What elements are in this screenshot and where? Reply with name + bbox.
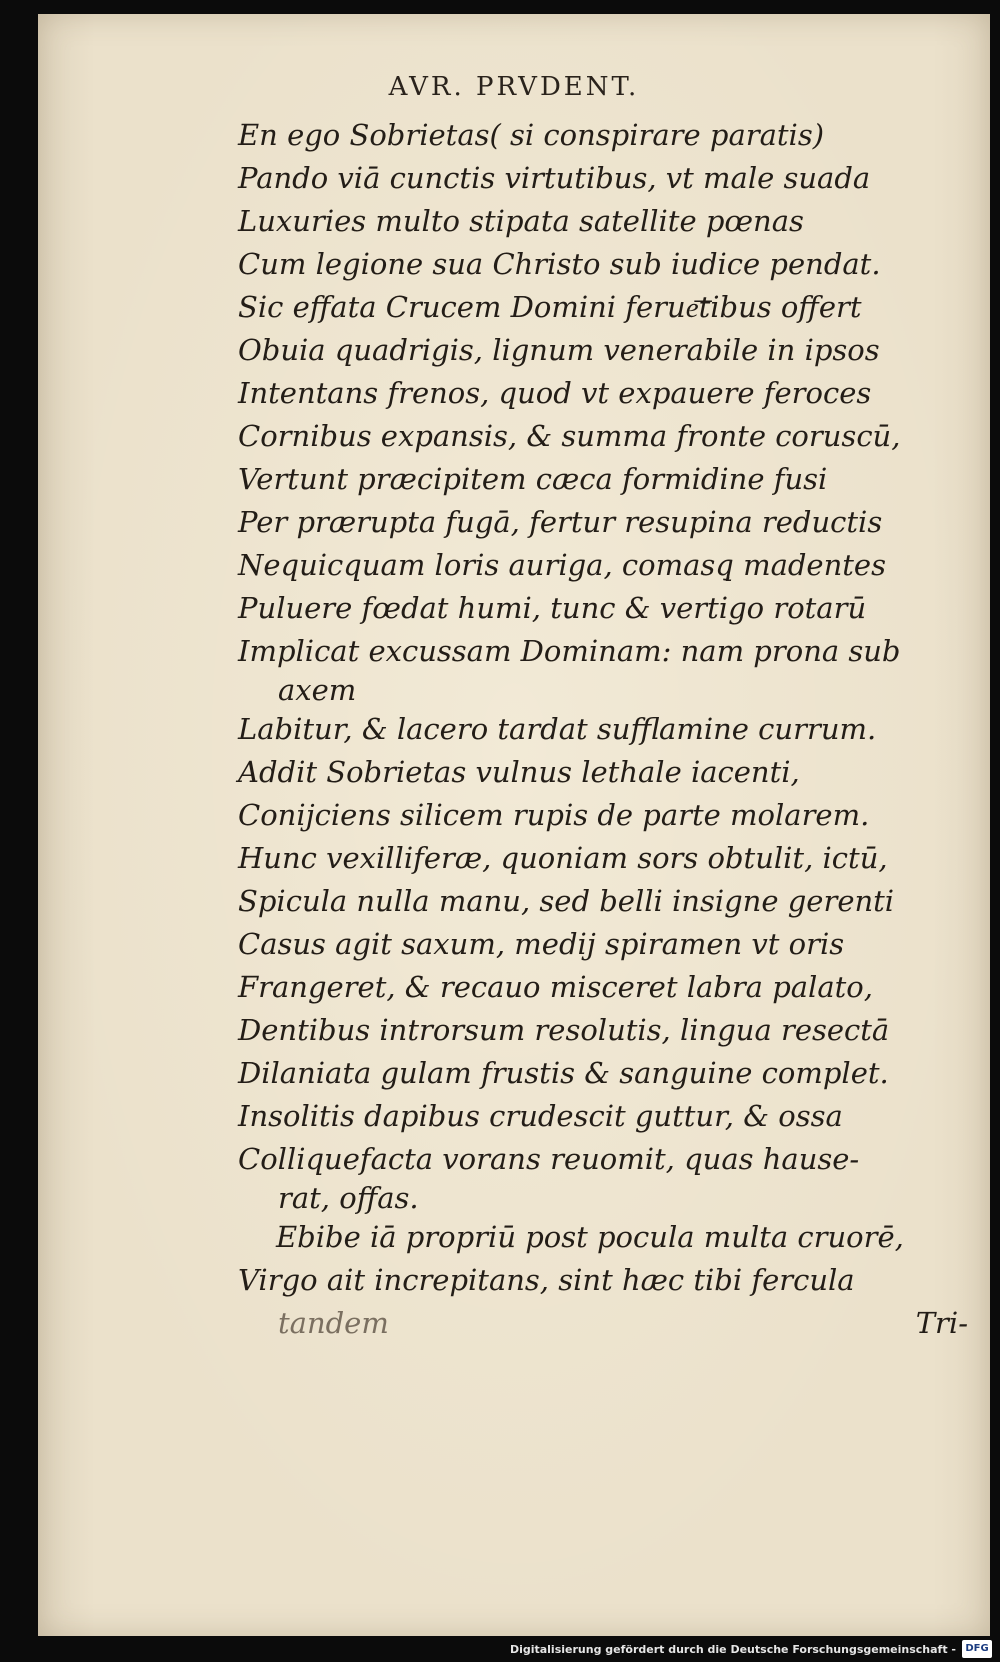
verse-line: En ego Sobrietas( si conspirare paratis) xyxy=(238,118,825,152)
verse-line: Addit Sobrietas vulnus lethale iacenti, xyxy=(238,755,800,789)
verse-line: Spicula nulla manu, sed belli insigne gerenti xyxy=(238,884,895,918)
catchword: Tri- xyxy=(915,1306,968,1340)
verse-line: Luxuries multo stipata satellite pœnas xyxy=(238,204,804,238)
verse-line: Pando viā cunctis virtutibus, vt male suada xyxy=(238,161,871,195)
verse-line: Colliquefacta vorans reuomit, quas hause- xyxy=(238,1142,860,1176)
verse-line-continuation: rat, offas. xyxy=(278,1181,419,1215)
verse-line: Dilaniata gulam frustis & sanguine complet. xyxy=(238,1056,889,1090)
verse-line: Intentans frenos, quod vt expauere feroces xyxy=(238,376,872,410)
verse-line-continuation: axem xyxy=(278,673,357,707)
verse-line: Cornibus expansis, & summa fronte coruscū, xyxy=(238,419,901,453)
verse-line: Conijciens silicem rupis de parte molarem. xyxy=(238,798,870,832)
verse-line: Nequicquam loris auriga, comasq̧ madentes xyxy=(238,548,886,582)
verse-line: Hunc vexilliferæ, quoniam sors obtulit, ictū, xyxy=(238,841,888,875)
verse-line: Sic effata Crucem Domini ferue͞tibus offert xyxy=(238,290,862,324)
last-line-fragment: tandem xyxy=(278,1306,389,1340)
verse-text-block xyxy=(238,114,998,1345)
catchword-row xyxy=(238,1302,968,1345)
verse-line: Vertunt præcipitem cæca formidine fusi xyxy=(238,462,828,496)
verse-line: Frangeret, & recauo misceret labra palato, xyxy=(238,970,873,1004)
verse-line: Cum legione sua Christo sub iudice pendat. xyxy=(238,247,881,281)
verse-line: Per prærupta fugā, fertur resupina reductis xyxy=(238,505,883,539)
verse-line: Casus agit saxum, medij spiramen vt oris xyxy=(238,927,845,961)
footer-credit: Digitalisierung gefördert durch die Deutsche Forschungsgemeinschaft - xyxy=(509,1643,956,1656)
verse-line: Labitur, & lacero tardat sufflamine currum. xyxy=(238,712,877,746)
verse-line: Dentibus introrsum resolutis, lingua resectā xyxy=(238,1013,890,1047)
verse-line: Obuia quadrigis, lignum venerabile in ipsos xyxy=(238,333,880,367)
verse-line: Implicat excussam Dominam: nam prona sub xyxy=(238,634,901,668)
running-head: AVR. PRVDENT. xyxy=(388,72,640,102)
verse-line: Insolitis dapibus crudescit guttur, & ossa xyxy=(238,1099,843,1133)
book-page xyxy=(38,14,990,1636)
dfg-logo-icon: DFG xyxy=(962,1640,992,1658)
paragraph-line: Virgo ait increpitans, sint hæc tibi fercula xyxy=(238,1263,855,1297)
verse-line: Puluere fœdat humi, tunc & vertigo rotarū xyxy=(238,591,867,625)
paragraph-line: Ebibe iā propriū post pocula multa cruorē, xyxy=(276,1220,904,1254)
